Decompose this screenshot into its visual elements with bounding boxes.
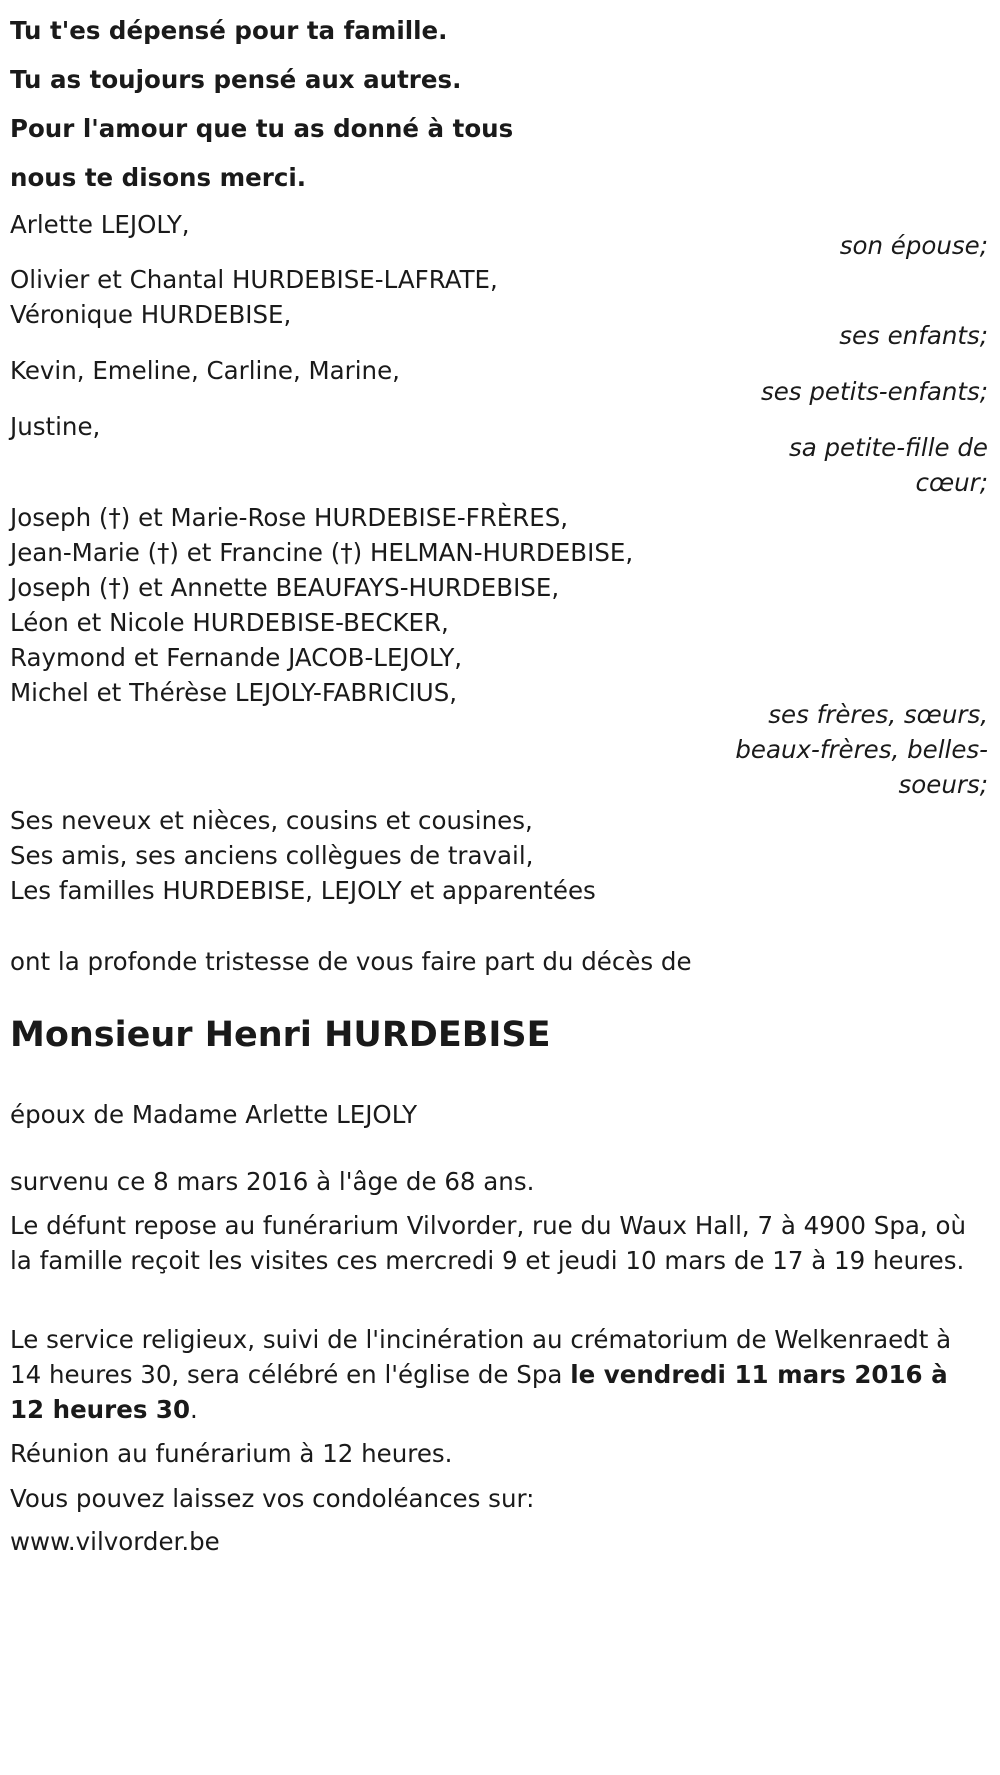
child-name: Olivier et Chantal HURDEBISE-LAFRATE, <box>10 265 498 294</box>
children-relation: ses enfants; <box>839 321 988 350</box>
grandchildren-names: Kevin, Emeline, Carline, Marine, <box>10 356 400 385</box>
heart-granddaughter-relation: sa petite-fille de <box>788 433 988 462</box>
sibling-couple: Joseph (†) et Marie-Rose HURDEBISE-FRÈRES, <box>10 503 569 532</box>
sibling-couple: Léon et Nicole HURDEBISE-BECKER, <box>10 608 449 637</box>
heart-granddaughter-name: Justine, <box>10 412 101 441</box>
deceased-name: Monsieur Henri HURDEBISE <box>10 1015 551 1055</box>
poem-line: nous te disons merci. <box>10 163 307 192</box>
service-text: Le service religieux, suivi de l'incinération au crématorium de Welkenraedt à 14 heures 30, sera célébré en l'église de Spa <box>10 1325 952 1389</box>
reunion-info: Réunion au funérarium à 12 heures. <box>10 1439 453 1468</box>
death-info: survenu ce 8 mars 2016 à l'âge de 68 ans. <box>10 1167 535 1196</box>
announcement: ont la profonde tristesse de vous faire part du décès de <box>10 947 692 976</box>
spouse-relation: son épouse; <box>839 231 988 260</box>
siblings-relation: soeurs; <box>898 770 988 799</box>
grandchildren-relation: ses petits-enfants; <box>760 377 988 406</box>
sibling-couple: Joseph (†) et Annette BEAUFAYS-HURDEBISE, <box>10 573 560 602</box>
siblings-relation: ses frères, sœurs, <box>768 700 988 729</box>
sibling-couple: Michel et Thérèse LEJOLY-FABRICIUS, <box>10 678 458 707</box>
child-name: Véronique HURDEBISE, <box>10 300 292 329</box>
poem-line: Tu as toujours pensé aux autres. <box>10 65 462 94</box>
other-relatives: Les familles HURDEBISE, LEJOLY et apparentées <box>10 876 596 905</box>
poem <box>10 6 513 202</box>
other-relatives: Ses neveux et nièces, cousins et cousines, <box>10 806 533 835</box>
website-link[interactable]: www.vilvorder.be <box>10 1527 220 1556</box>
poem-line: Pour l'amour que tu as donné à tous <box>10 114 514 143</box>
poem-line: Tu t'es dépensé pour ta famille. <box>10 16 448 45</box>
heart-granddaughter-relation: cœur; <box>915 468 988 497</box>
other-relatives: Ses amis, ses anciens collègues de travail, <box>10 841 534 870</box>
sibling-couple: Jean-Marie (†) et Francine (†) HELMAN-HURDEBISE, <box>10 538 634 567</box>
service-end: . <box>190 1395 198 1424</box>
service-date: le vendredi 11 mars 2016 à 12 heures 30 <box>10 1360 948 1424</box>
service-info <box>10 1322 985 1427</box>
sibling-couple: Raymond et Fernande JACOB-LEJOLY, <box>10 643 463 672</box>
siblings-relation: beaux-frères, belles- <box>735 735 988 764</box>
spouse-name: Arlette LEJOLY, <box>10 210 190 239</box>
rest-info: Le défunt repose au funérarium Vilvorder, rue du Waux Hall, 7 à 4900 Spa, où la famille reçoit les visites ces mercredi 9 et jeudi 10 mars de 17 à 19 heures. <box>10 1211 966 1275</box>
condolences-info: Vous pouvez laissez vos condoléances sur: <box>10 1484 535 1513</box>
spouse-of: époux de Madame Arlette LEJOLY <box>10 1100 418 1129</box>
